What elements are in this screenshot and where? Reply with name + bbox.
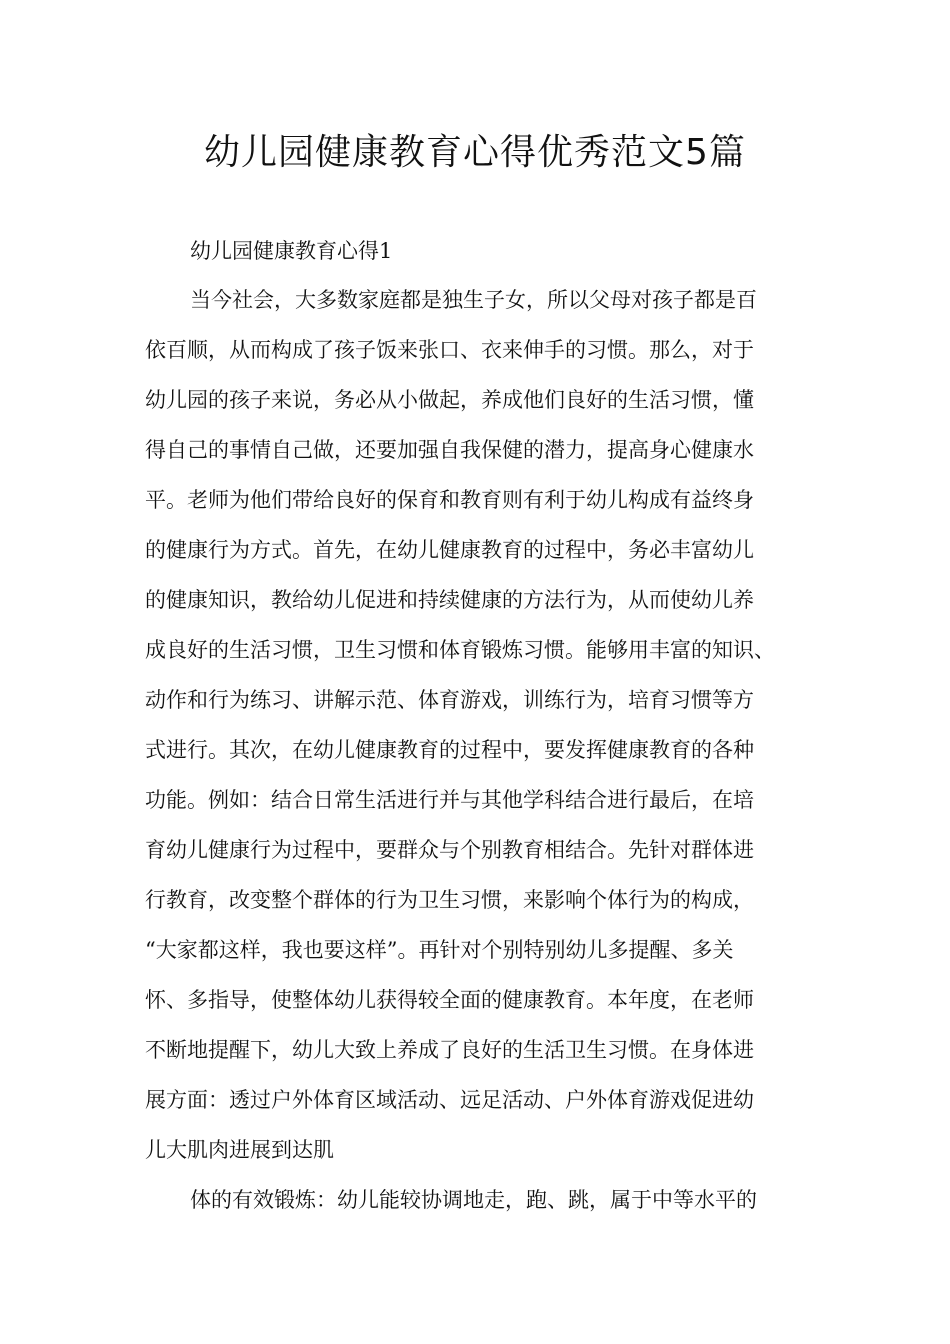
paragraph-line: 展方面：透过户外体育区域活动、远足活动、户外体育游戏促进幼	[145, 1088, 754, 1112]
paragraph-line: 平。老师为他们带给良好的保育和教育则有利于幼儿构成有益终身	[145, 488, 754, 512]
paragraph-line: 动作和行为练习、讲解示范、体育游戏，训练行为，培育习惯等方	[145, 688, 754, 712]
paragraph-line: 不断地提醒下，幼儿大致上养成了良好的生活卫生习惯。在身体进	[145, 1038, 754, 1062]
paragraph-line: 成良好的生活习惯，卫生习惯和体育锻炼习惯。能够用丰富的知识、	[145, 638, 775, 662]
document-title: 幼儿园健康教育心得优秀范文5篇	[204, 132, 746, 173]
paragraph-line: 得自己的事情自己做，还要加强自我保健的潜力，提高身心健康水	[145, 438, 754, 462]
paragraph-line: 功能。例如：结合日常生活进行并与其他学科结合进行最后，在培	[145, 788, 754, 812]
paragraph-line: 的健康知识，教给幼儿促进和持续健康的方法行为，从而使幼儿养	[145, 588, 754, 612]
paragraph-line: 体的有效锻炼：幼儿能较协调地走，跑、跳，属于中等水平的	[190, 1188, 757, 1212]
paragraph-line: 怀、多指导，使整体幼儿获得较全面的健康教育。本年度，在老师	[145, 988, 754, 1012]
paragraph-line: 当今社会，大多数家庭都是独生子女，所以父母对孩子都是百	[190, 288, 757, 312]
paragraph-line: 式进行。其次，在幼儿健康教育的过程中，要发挥健康教育的各种	[145, 738, 754, 762]
paragraph-line: 行教育，改变整个群体的行为卫生习惯，来影响个体行为的构成，	[145, 888, 754, 912]
section-heading: 幼儿园健康教育心得1	[190, 239, 393, 263]
paragraph-line: 依百顺，从而构成了孩子饭来张口、衣来伸手的习惯。那么，对于	[145, 338, 754, 362]
paragraph-line: 儿大肌肉进展到达肌	[145, 1138, 334, 1162]
paragraph-line: 的健康行为方式。首先，在幼儿健康教育的过程中，务必丰富幼儿	[145, 538, 754, 562]
paragraph-line: “大家都这样，我也要这样”。再针对个别特别幼儿多提醒、多关	[145, 938, 734, 962]
paragraph-line: 育幼儿健康行为过程中，要群众与个别教育相结合。先针对群体进	[145, 838, 754, 862]
paragraph-line: 幼儿园的孩子来说，务必从小做起，养成他们良好的生活习惯，懂	[145, 388, 754, 412]
